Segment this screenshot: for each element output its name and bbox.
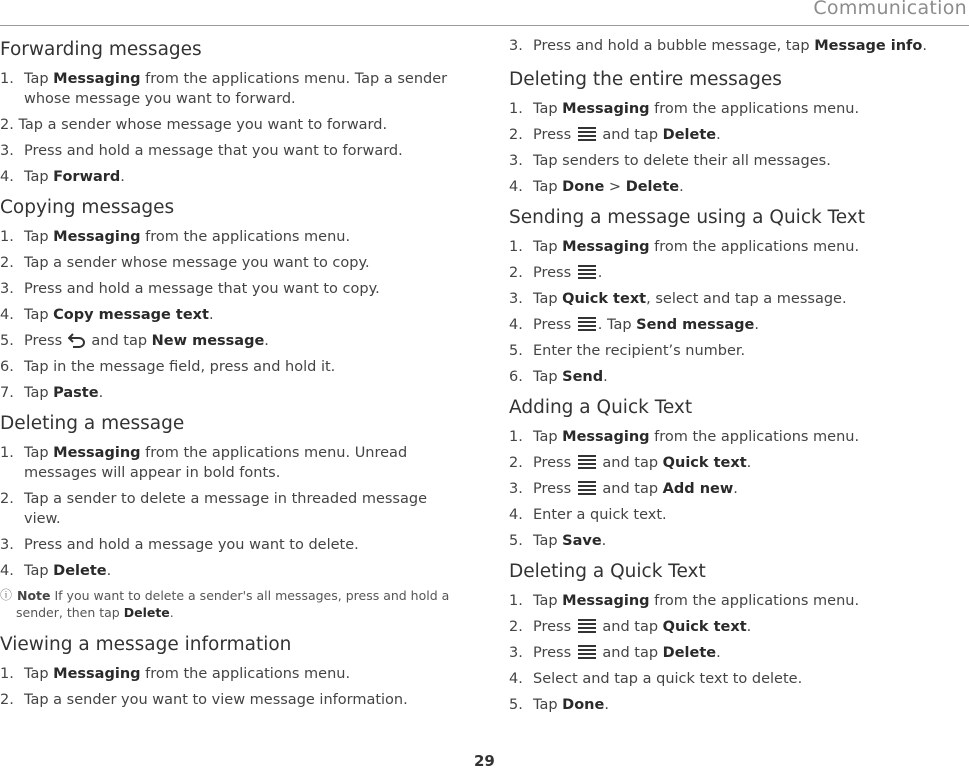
step-item: 5. Press and tap New message. bbox=[0, 333, 269, 349]
section-deleting bbox=[0, 410, 455, 621]
step-item: 3. Press and tap Delete. bbox=[509, 645, 721, 661]
step-item: 7. Tap Paste. bbox=[0, 385, 104, 401]
menu-icon bbox=[578, 127, 596, 141]
step-item: 4. Press . Tap Send message. bbox=[509, 317, 759, 333]
section-quick-delete bbox=[509, 558, 964, 715]
step-item: 2. Tap a sender you want to view message information. bbox=[0, 692, 408, 708]
section-title: Copying messages bbox=[0, 197, 175, 218]
step-item: 1. Tap Messaging from the applications menu. Unread messages will appear in bold fonts. bbox=[0, 445, 408, 481]
step-item: 6. Tap Send. bbox=[509, 369, 608, 385]
step-list bbox=[0, 227, 455, 403]
header-title: Communication bbox=[813, 0, 967, 19]
step-item: 1. Tap Messaging from the applications menu. bbox=[509, 101, 860, 117]
header-divider bbox=[0, 25, 969, 26]
section-title: Forwarding messages bbox=[0, 39, 202, 60]
step-item: 4. Tap Delete. bbox=[0, 563, 112, 579]
step-item: 1. Tap Messaging from the applications menu. bbox=[509, 239, 860, 255]
step-item: 2. Press . bbox=[509, 265, 603, 281]
step-item: 1. Tap Messaging from the applications menu. Tap a sender whose message you want to forward. bbox=[0, 71, 448, 107]
step-item: 3. Press and hold a message you want to delete. bbox=[0, 537, 359, 553]
section-viewing bbox=[0, 631, 455, 710]
left-column bbox=[0, 36, 455, 717]
step-item: 3. Press and hold a message that you want to forward. bbox=[0, 143, 403, 159]
section-quick-send bbox=[509, 204, 964, 387]
menu-icon bbox=[578, 317, 596, 331]
section-title: Deleting the entire messages bbox=[509, 69, 782, 90]
right-column bbox=[509, 36, 964, 722]
step-list bbox=[509, 36, 964, 56]
step-list bbox=[509, 591, 964, 715]
step-item: 4. Enter a quick text. bbox=[509, 507, 667, 523]
step-item: 6. Tap in the message field, press and hold it. bbox=[0, 359, 336, 375]
step-list bbox=[0, 664, 455, 710]
back-arrow-icon bbox=[68, 332, 86, 348]
step-item: 2. Press and tap Quick text. bbox=[509, 455, 752, 471]
step-list bbox=[0, 69, 455, 187]
section-title: Adding a Quick Text bbox=[509, 397, 693, 418]
page-number: 29 bbox=[474, 752, 495, 768]
step-list bbox=[509, 99, 964, 197]
note: ⓘ Note If you want to delete a sender's all messages, press and hold a sender, then tap Delete. bbox=[0, 588, 450, 620]
step-item: 1. Tap Messaging from the applications menu. bbox=[0, 229, 351, 245]
section-title: Deleting a Quick Text bbox=[509, 561, 706, 582]
step-item: 4. Tap Copy message text. bbox=[0, 307, 214, 323]
step-item: 3. Tap Quick text, select and tap a message. bbox=[509, 291, 847, 307]
info-icon: ⓘ bbox=[0, 588, 13, 602]
step-list bbox=[509, 237, 964, 387]
step-item: 3. Tap senders to delete their all messages. bbox=[509, 153, 831, 169]
step-item: 5. Tap Save. bbox=[509, 533, 607, 549]
step-item: 2. Press and tap Delete. bbox=[509, 127, 721, 143]
section-title: Deleting a message bbox=[0, 413, 185, 434]
section-copying bbox=[0, 194, 455, 403]
step-item: 3. Press and hold a message that you want to copy. bbox=[0, 281, 380, 297]
section-title: Viewing a message information bbox=[0, 634, 292, 655]
step-item: 2. Tap a sender whose message you want to forward. bbox=[0, 117, 388, 133]
step-item: 4. Select and tap a quick text to delete. bbox=[509, 671, 803, 687]
menu-icon bbox=[578, 619, 596, 633]
section-delete-all bbox=[509, 66, 964, 197]
step-item: 4. Tap Done > Delete. bbox=[509, 179, 684, 195]
step-item: 2. Tap a sender whose message you want to copy. bbox=[0, 255, 370, 271]
step-item: 1. Tap Messaging from the applications menu. bbox=[509, 593, 860, 609]
menu-icon bbox=[578, 455, 596, 469]
step-item: 2. Tap a sender to delete a message in threaded message view. bbox=[0, 491, 427, 527]
menu-icon bbox=[578, 645, 596, 659]
step-list bbox=[0, 443, 455, 581]
section-forwarding bbox=[0, 36, 455, 187]
step-item: 1. Tap Messaging from the applications menu. bbox=[509, 429, 860, 445]
menu-icon bbox=[578, 265, 596, 279]
section-quick-add bbox=[509, 394, 964, 551]
step-item: 1. Tap Messaging from the applications menu. bbox=[0, 666, 351, 682]
step-item: 3. Press and tap Add new. bbox=[509, 481, 738, 497]
step-item: 3. Press and hold a bubble message, tap Message info. bbox=[509, 38, 927, 54]
section-title: Sending a message using a Quick Text bbox=[509, 207, 865, 228]
step-list bbox=[509, 427, 964, 551]
step-item: 5. Enter the recipient’s number. bbox=[509, 343, 746, 359]
step-item: 4. Tap Forward. bbox=[0, 169, 125, 185]
step-item: 2. Press and tap Quick text. bbox=[509, 619, 752, 635]
step-item: 5. Tap Done. bbox=[509, 697, 609, 713]
menu-icon bbox=[578, 481, 596, 495]
